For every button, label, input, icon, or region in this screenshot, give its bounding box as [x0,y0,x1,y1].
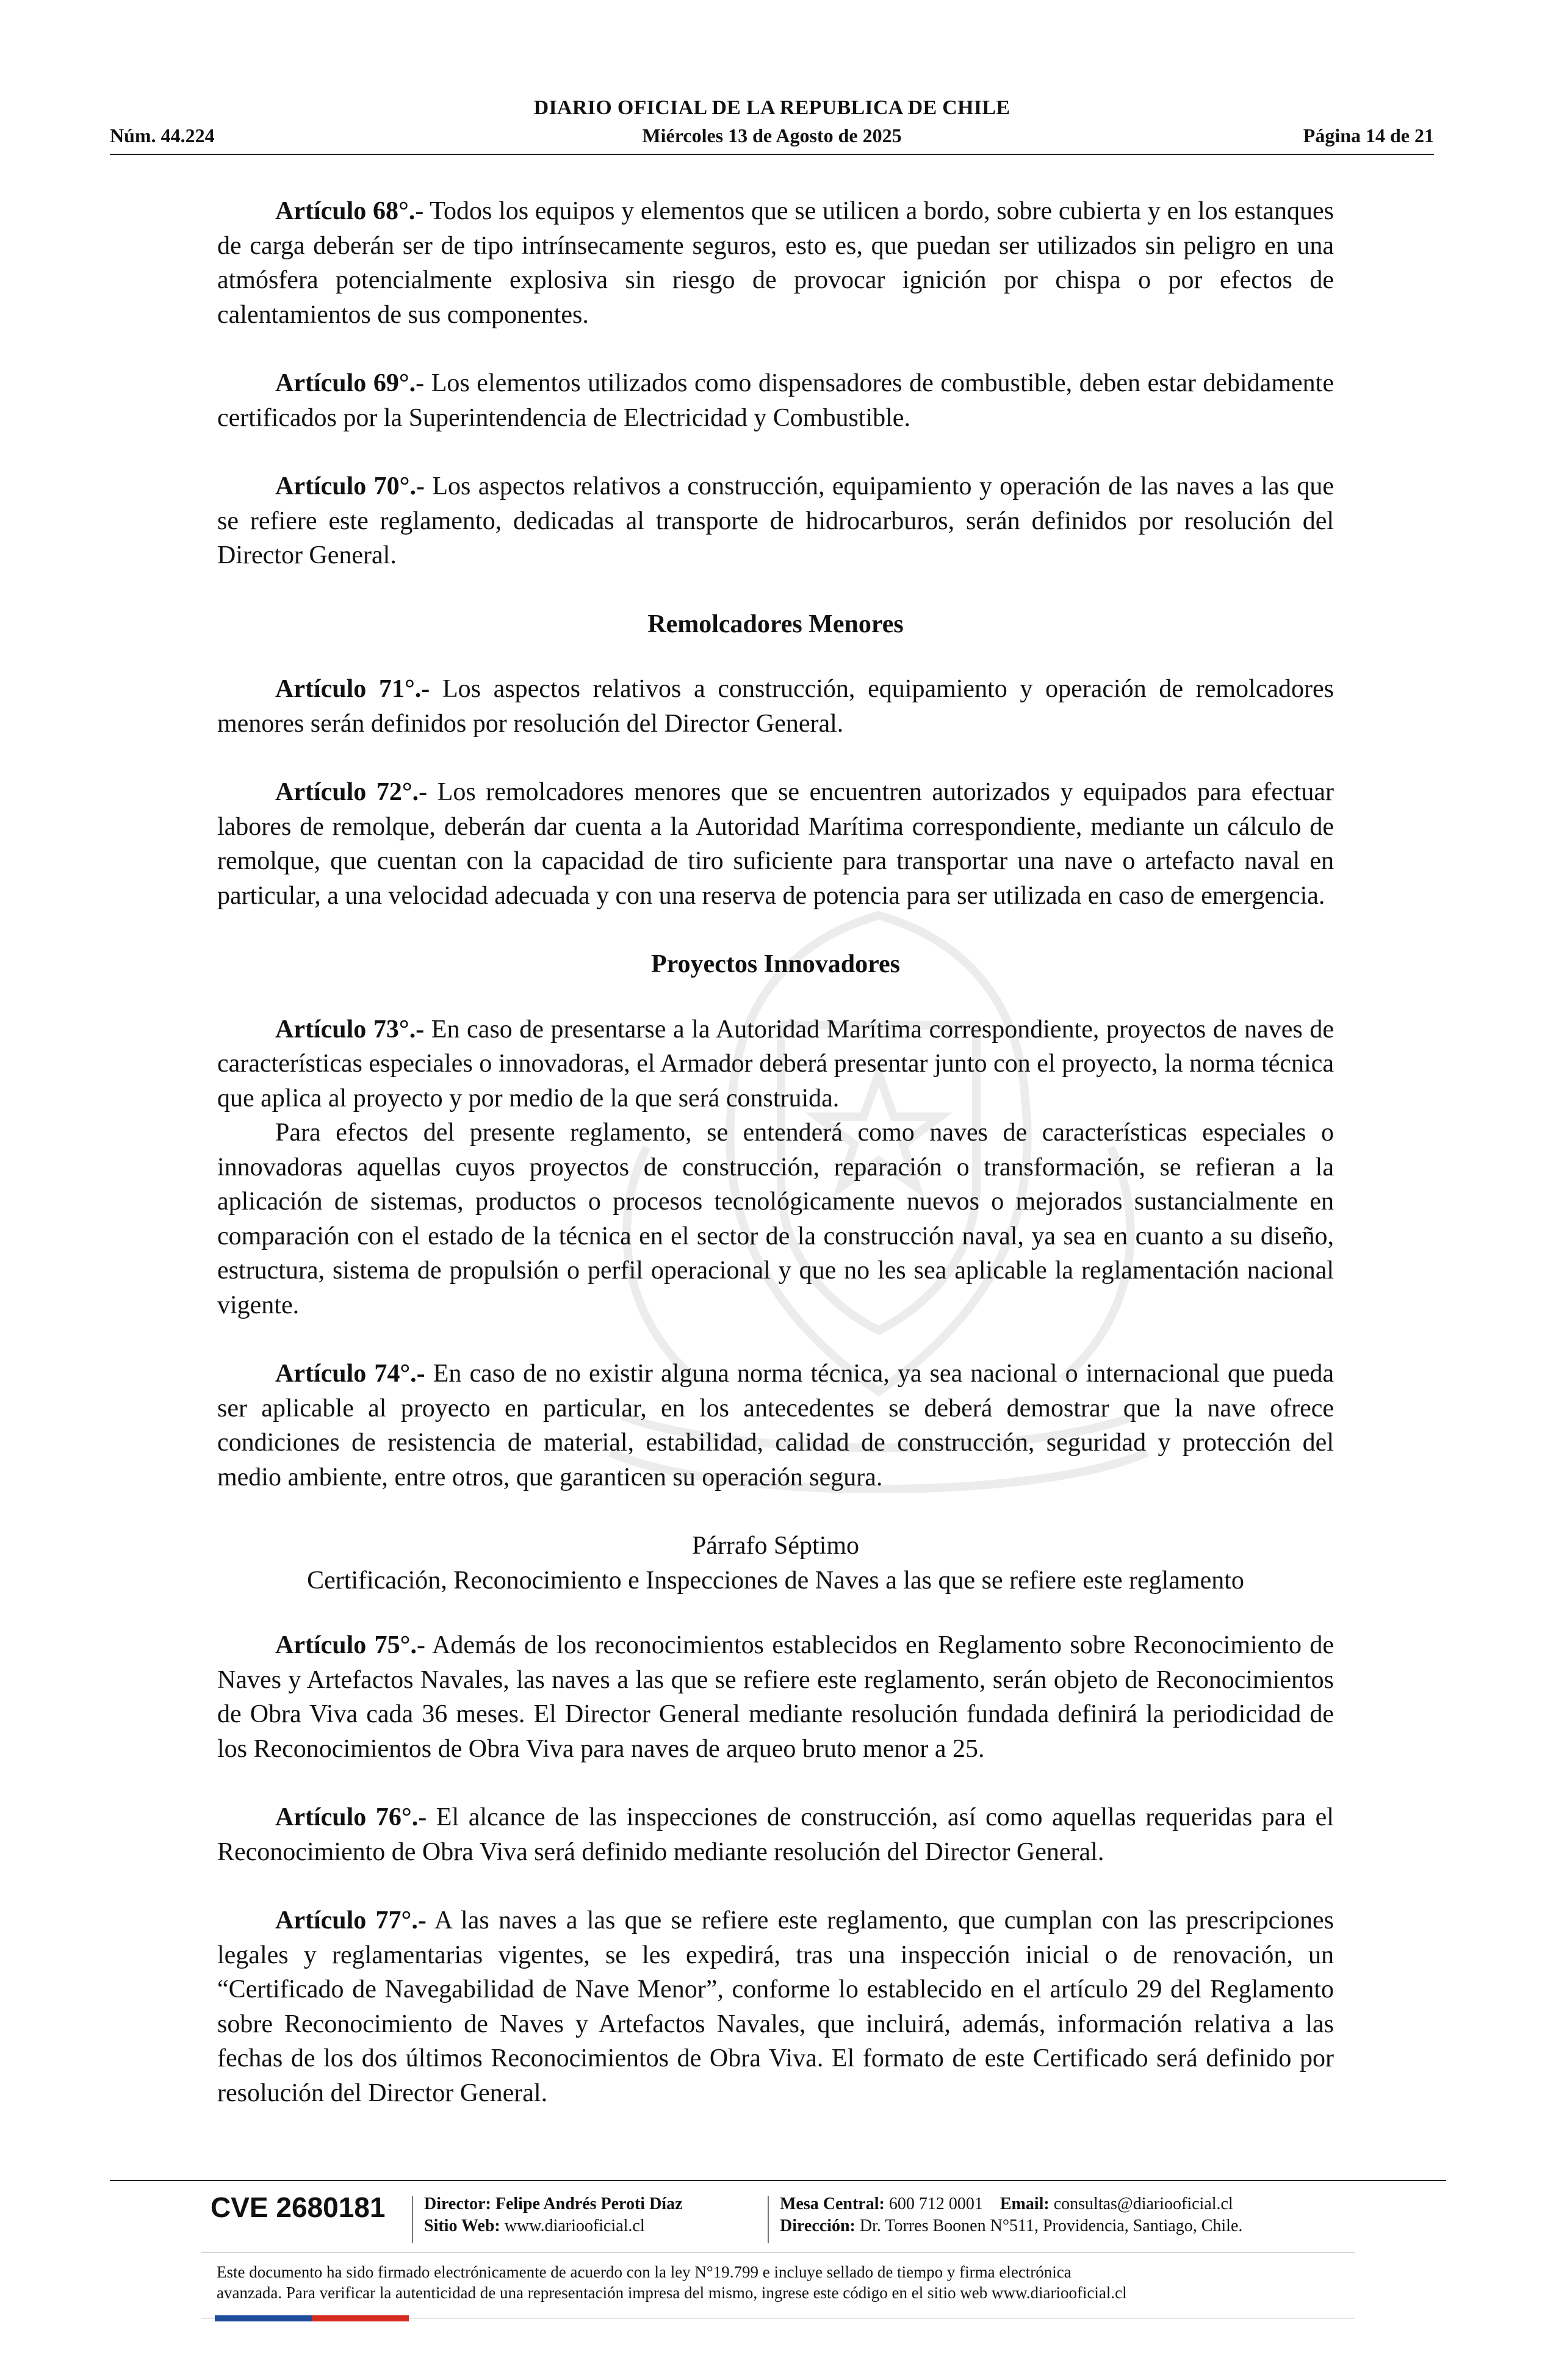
article-76 [217,1800,1334,1869]
footer-contact-block [780,2193,1242,2237]
article-73-label: Artículo 73°.- [275,1015,425,1044]
legal-notice [217,2262,1443,2303]
page-number: Página 14 de 21 [1303,124,1434,146]
article-73 [217,1012,1334,1116]
footer-separator [768,2196,769,2243]
article-77-label: Artículo 77°.- [275,1906,427,1935]
footer-director-block [424,2193,683,2237]
legal-notice-line1: Este documento ha sido firmado electrónicamente de acuerdo con la ley N°19.799 e incluye sellado de tiempo y firma electrónica [217,2263,1072,2281]
page-header [110,92,1434,159]
flag-blue-segment [215,2315,312,2321]
article-74 [217,1357,1334,1495]
article-69-label: Artículo 69°.- [275,369,425,397]
article-73-continuation: Para efectos del presente reglamento, se entenderá como naves de características especiales o innovadoras aquellas cuyos proyectos de construcción, reparación o transformación, se refieran a la aplicación de sistemas, productos o procesos tecnológicamente nuevos o mejorados sustancialmente en comparación con el estado de la técnica en el sector de la construcción naval, ya sea en cuanto a su diseño, estructura, sistema de propulsión o perfil operacional y que no les sea aplicable la reglamentación nacional vigente. [217,1119,1334,1319]
legal-notice-line2: avanzada. Para verificar la autenticidad de una representación impresa del mismo, ingrese este código en el sitio web www.diariooficial.cl [217,2284,1127,2302]
mesa-central-label: Mesa Central: [780,2194,885,2213]
newspaper-title: DIARIO OFICIAL DE LA REPUBLICA DE CHILE [533,96,1010,119]
article-75-label: Artículo 75°.- [275,1631,425,1659]
article-72 [217,775,1334,913]
article-75-text: Además de los reconocimientos establecidos en Reglamento sobre Reconocimiento de Naves y Artefactos Navales, las naves a las que se refiere este reglamento, serán objeto de Reconocimientos de Obra Viva cada 36 meses. El Director General mediante resolución fundada definirá la periodicidad de los Reconocimientos de Obra Viva para naves de arqueo bruto menor a 25. [217,1631,1334,1763]
document-body [217,194,1334,2144]
article-77-text: A las naves a las que se refiere este reglamento, que cumplan con las prescripciones legales y reglamentarias vigentes, se les expedirá, tras una inspección inicial o de renovación, un “Certificado de Navegabilidad de Nave Menor”, conforme lo establecido en el artículo 29 del Reglamento sobre Reconocimiento de Naves y Artefactos Navales, que incluirá, además, información relativa a las fechas de los dos últimos Reconocimientos de Obra Viva. El formato de este Certificado será definido por resolución del Director General. [217,1906,1334,2107]
section-parrafo-subtitle: Certificación, Reconocimiento e Inspecciones de Naves a las que se refiere este reglamento [307,1566,1244,1595]
header-divider [110,154,1434,155]
article-71-label: Artículo 71°.- [275,675,430,703]
issue-number: Núm. 44.224 [110,124,215,146]
article-71-text: Los aspectos relativos a construcción, equipamiento y operación de remolcadores menores serán definidos por resolución del Director General. [217,675,1334,738]
director-name: Felipe Andrés Peroti Díaz [495,2194,683,2213]
article-72-text: Los remolcadores menores que se encuentren autorizados y equipados para efectuar labores de remolque, deberán dar cuenta a la Autoridad Marítima correspondiente, mediante un cálculo de remolque, que cuentan con la capacidad de tiro suficiente para transportar una nave o artefacto naval en particular, a una velocidad adecuada y con una reserva de potencia para ser utilizada en caso de emergencia. [217,778,1334,910]
article-70-label: Artículo 70°.- [275,472,425,500]
mesa-central-number: 600 712 0001 [888,2194,983,2213]
footer-divider-top [110,2180,1446,2181]
article-70-text: Los aspectos relativos a construcción, equipamiento y operación de las naves a las que se refiere este reglamento, dedicadas al transporte de hidrocarburos, serán definidos por resolución del Director General. [217,472,1334,569]
article-68-text: Todos los equipos y elementos que se utilicen a bordo, sobre cubierta y en los estanques de carga deberán ser de tipo intrínsecamente seguros, esto es, que puedan ser utilizados sin peligro en una atmósfera potencialmente explosiva sin riesgo de provocar ignición por chispa o por efectos de calentamientos de sus componentes. [217,197,1334,329]
section-title-remolcadores: Remolcadores Menores [647,610,904,638]
cve-code: CVE 2680181 [211,2191,386,2223]
article-77 [217,1903,1334,2110]
section-title-proyectos: Proyectos Innovadores [651,950,900,978]
website-link[interactable]: www.diariooficial.cl [504,2216,645,2235]
article-74-label: Artículo 74°.- [275,1360,425,1388]
flag-red-segment [312,2315,409,2321]
article-68-label: Artículo 68°.- [275,197,424,225]
article-72-label: Artículo 72°.- [275,778,428,806]
article-70 [217,469,1334,573]
article-68 [217,194,1334,332]
article-76-label: Artículo 76°.- [275,1803,427,1831]
email-label: Email: [1000,2194,1050,2213]
article-73-text: En caso de presentarse a la Autoridad Marítima correspondiente, proyectos de naves de características especiales o innovadoras, el Armador deberá presentar junto con el proyecto, la norma técnica que aplica al proyecto y por medio de la que será construida. [217,1015,1334,1112]
article-69-text: Los elementos utilizados como dispensadores de combustible, deben estar debidamente certificados por la Superintendencia de Electricidad y Combustible. [217,369,1334,432]
article-71 [217,672,1334,741]
issue-date: Miércoles 13 de Agosto de 2025 [642,124,902,146]
address-label: Dirección: [780,2216,855,2235]
article-76-text: El alcance de las inspecciones de construcción, así como aquellas requeridas para el Reconocimiento de Obra Viva será definido mediante resolución del Director General. [217,1803,1334,1866]
director-label: Director: [424,2194,491,2213]
website-label: Sitio Web: [424,2216,500,2235]
article-74-text: En caso de no existir alguna norma técnica, ya sea nacional o internacional que pueda ser aplicable al proyecto en particular, en los antecedentes se deberá demostrar que la nave ofrece condiciones de resistencia de material, estabilidad, calidad de construcción, seguridad y protección del medio ambiente, entre otros, que garanticen su operación segura. [217,1360,1334,1491]
chile-flag-bar [215,2315,409,2321]
footer-separator [412,2196,413,2243]
article-69 [217,366,1334,435]
article-75 [217,1628,1334,1766]
email-link[interactable]: consultas@diariooficial.cl [1053,2194,1233,2213]
section-parrafo-septimo: Párrafo Séptimo [691,1532,860,1560]
address-value: Dr. Torres Boonen N°511, Providencia, Santiago, Chile. [859,2216,1243,2235]
